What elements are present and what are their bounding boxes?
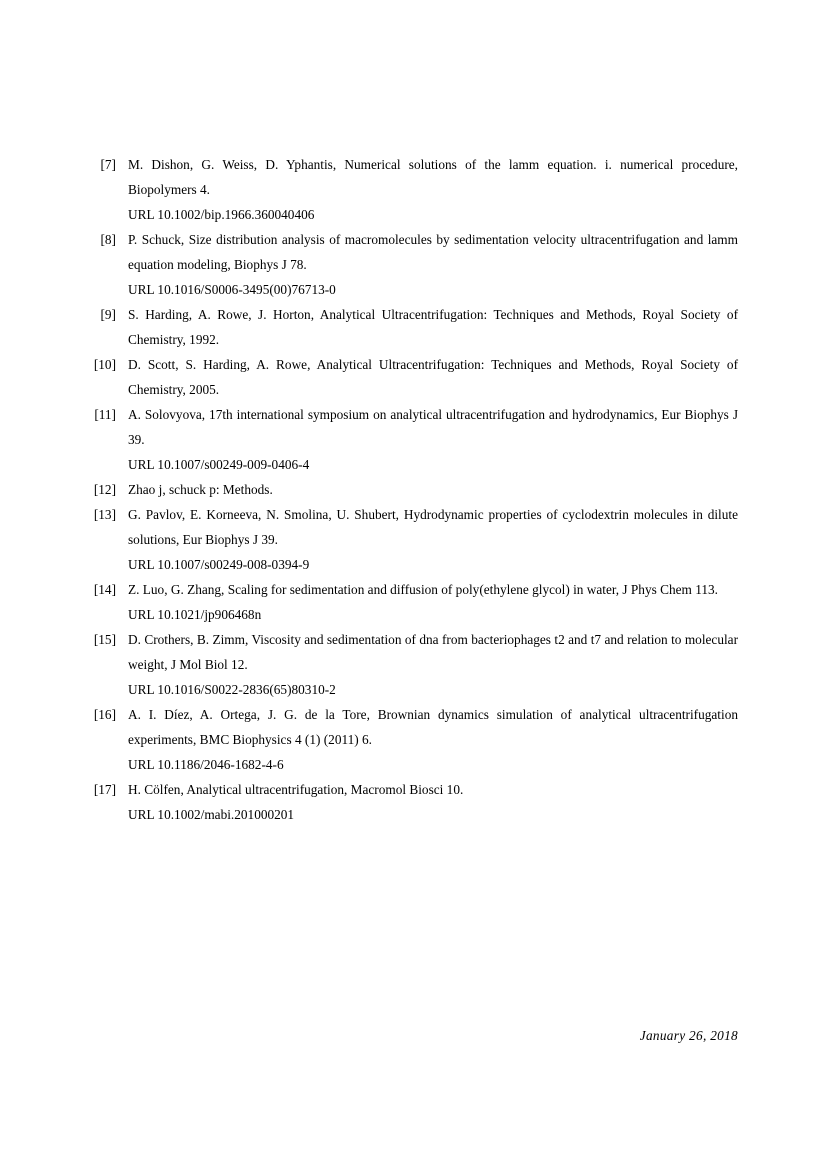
- reference-citation-text: A. I. Díez, A. Ortega, J. G. de la Tore, Brownian dynamics simulation of analytical ultracentrifugation experiments, BMC Biophysics 4 (1) (2011) 6.: [128, 707, 738, 747]
- reference-label: [11]: [94, 407, 116, 422]
- reference-citation-text: P. Schuck, Size distribution analysis of macromolecules by sedimentation velocity ultracentrifugation and lamm equation modeling, Biophys J 78.: [128, 232, 738, 272]
- reference-entry: [86, 502, 738, 577]
- reference-body: [116, 777, 738, 827]
- reference-body: [116, 627, 738, 702]
- reference-body: [116, 502, 738, 577]
- reference-citation-text: G. Pavlov, E. Korneeva, N. Smolina, U. Shubert, Hydrodynamic properties of cyclodextrin molecules in dilute solutions, Eur Biophys J 39.: [128, 507, 738, 547]
- reference-citation-text: M. Dishon, G. Weiss, D. Yphantis, Numerical solutions of the lamm equation. i. numerical procedure, Biopolymers 4.: [128, 157, 738, 197]
- reference-body: [116, 577, 738, 627]
- reference-entry: [86, 777, 738, 827]
- reference-entry: [86, 402, 738, 477]
- reference-citation-text: D. Scott, S. Harding, A. Rowe, Analytical Ultracentrifugation: Techniques and Methods, Royal Society of Chemistry, 2005.: [128, 357, 738, 397]
- reference-label: [8]: [100, 232, 116, 247]
- reference-citation-text: Zhao j, schuck p: Methods.: [128, 482, 273, 497]
- reference-doi-url[interactable]: URL 10.1002/bip.1966.360040406: [128, 207, 315, 222]
- reference-label: [7]: [100, 157, 116, 172]
- reference-entry: [86, 702, 738, 777]
- reference-label: [12]: [93, 482, 116, 497]
- reference-label: [17]: [93, 782, 116, 797]
- reference-doi-url[interactable]: URL 10.1007/s00249-008-0394-9: [128, 557, 310, 572]
- reference-doi-url[interactable]: URL 10.1002/mabi.201000201: [128, 807, 295, 822]
- reference-entry: [86, 477, 738, 502]
- reference-doi-url[interactable]: URL 10.1021/jp906468n: [128, 607, 262, 622]
- reference-label: [9]: [100, 307, 116, 322]
- bibliography-list: [86, 152, 738, 827]
- footer-date: January 26, 2018: [639, 1028, 738, 1043]
- reference-citation-text: A. Solovyova, 17th international symposium on analytical ultracentrifugation and hydrodynamics, Eur Biophys J 39.: [128, 407, 738, 447]
- reference-label: [16]: [93, 707, 116, 722]
- reference-citation-text: D. Crothers, B. Zimm, Viscosity and sedimentation of dna from bacteriophages t2 and t7 and relation to molecular weight, J Mol Biol 12.: [128, 632, 738, 672]
- reference-body: [116, 702, 738, 777]
- reference-label: [14]: [93, 582, 116, 597]
- reference-body: [116, 302, 738, 352]
- reference-body: [116, 402, 738, 477]
- reference-body: [116, 477, 738, 502]
- reference-entry: [86, 627, 738, 702]
- reference-entry: [86, 302, 738, 352]
- reference-entry: [86, 152, 738, 227]
- reference-label: [13]: [93, 507, 116, 522]
- reference-citation-text: S. Harding, A. Rowe, J. Horton, Analytical Ultracentrifugation: Techniques and Methods, Royal Society of Chemistry, 1992.: [128, 307, 738, 347]
- reference-doi-url[interactable]: URL 10.1016/S0006-3495(00)76713-0: [128, 282, 336, 297]
- reference-doi-url[interactable]: URL 10.1186/2046-1682-4-6: [128, 757, 284, 772]
- reference-label: [15]: [93, 632, 116, 647]
- reference-entry: [86, 227, 738, 302]
- reference-entry: [86, 352, 738, 402]
- reference-body: [116, 227, 738, 302]
- reference-doi-url[interactable]: URL 10.1016/S0022-2836(65)80310-2: [128, 682, 336, 697]
- reference-doi-url[interactable]: URL 10.1007/s00249-009-0406-4: [128, 457, 310, 472]
- reference-citation-text: H. Cölfen, Analytical ultracentrifugation, Macromol Biosci 10.: [128, 782, 464, 797]
- reference-body: [116, 152, 738, 227]
- reference-body: [116, 352, 738, 402]
- reference-entry: [86, 577, 738, 627]
- reference-label: [10]: [93, 357, 116, 372]
- reference-citation-text: Z. Luo, G. Zhang, Scaling for sedimentation and diffusion of poly(ethylene glycol) in water, J Phys Chem 113.: [128, 582, 718, 597]
